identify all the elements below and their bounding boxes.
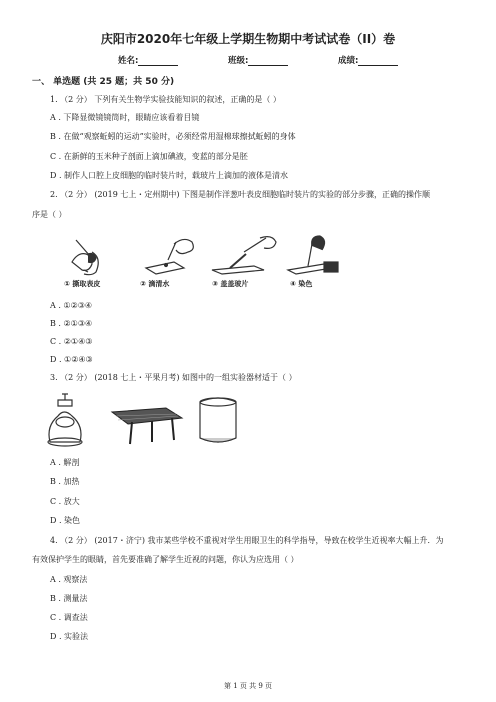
class-label: 班级: [228, 56, 249, 66]
step-1-drawing [72, 240, 98, 275]
question-3-stem: 3. （2 分） (2018 七上・平果月考) 如图中的一组实验器材适于（ ） [50, 373, 297, 382]
step-2-drawing [146, 239, 193, 274]
question-2-option-a: A . ①②③④ [50, 301, 93, 310]
question-1-option-b: B . 在做“观察蚯蚓的运动”实验时，必须经常用湿棉球擦拭蚯蚓的身体 [50, 132, 296, 141]
question-2-option-b: B . ②①③④ [50, 319, 93, 328]
question-1-option-a: A . 下降显微镜镜筒时，眼睛应该看着目镜 [50, 113, 200, 122]
class-field [228, 54, 288, 66]
question-4-stem-cont: 有效保护学生的眼睛，首先要准确了解学生近视的问题，你认为应选用（ ） [32, 555, 299, 564]
question-1-option-c: C . 在新鲜的玉米种子剖面上滴加碘液，变蓝的部分是胚 [50, 152, 248, 161]
step-4-caption: ④ 染色 [290, 280, 313, 288]
section-heading: 一、 单选题 (共 25 题；共 50 分) [32, 77, 175, 87]
question-1-stem: 1. （2 分） 下列有关生物学实验技能知识的叙述，正确的是（ ） [50, 95, 281, 104]
tripod-gauze-drawing [112, 408, 182, 444]
question-4-option-d: D . 实验法 [50, 632, 89, 641]
step-2-caption: ② 滴清水 [140, 280, 170, 288]
question-2-stem-cont: 序是（ ） [32, 210, 67, 219]
name-label: 姓名: [118, 56, 139, 66]
question-3-option-b: B . 加热 [50, 477, 80, 486]
lab-equipment-figure [40, 392, 250, 452]
question-2-option-c: C . ②①④③ [50, 337, 93, 346]
step-1-caption: ① 撕取表皮 [64, 280, 101, 288]
class-blank [248, 56, 288, 66]
question-3-option-d: D . 染色 [50, 516, 81, 525]
step-3-caption: ③ 盖盖玻片 [212, 280, 249, 288]
question-4-option-c: C . 调查法 [50, 613, 88, 622]
score-field [338, 54, 398, 66]
step-4-drawing [288, 236, 338, 274]
exam-title: 庆阳市2020年七年级上学期生物期中考试试卷（II）卷 [100, 32, 396, 46]
question-2-stem: 2. （2 分） (2019 七上・定州期中) 下图是制作洋葱叶表皮细胞临时装片的实验的部分步骤，正确的操作顺 [50, 190, 431, 199]
question-4-option-a: A . 观察法 [50, 575, 88, 584]
alcohol-lamp-drawing [48, 394, 82, 446]
question-2-option-d: D . ①②④③ [50, 355, 93, 364]
question-4-stem: 4. （2 分） (2017・济宁) 我市某些学校不重视对学生用眼卫生的科学指导，导致在校学生近视率大幅上升．为 [50, 536, 444, 545]
question-4-option-b: B . 测量法 [50, 594, 88, 603]
score-blank [358, 56, 398, 66]
name-field [118, 54, 178, 66]
name-blank [138, 56, 178, 66]
page-footer: 第 1 页 共 9 页 [223, 682, 273, 690]
question-1-option-d: D . 制作人口腔上皮细胞的临时装片时，载玻片上滴加的液体是清水 [50, 171, 289, 180]
step-3-drawing [212, 237, 276, 274]
question-3-option-a: A . 解剖 [50, 458, 80, 467]
question-3-option-c: C . 放大 [50, 497, 80, 506]
score-label: 成绩: [338, 56, 359, 66]
beaker-drawing [200, 398, 236, 442]
